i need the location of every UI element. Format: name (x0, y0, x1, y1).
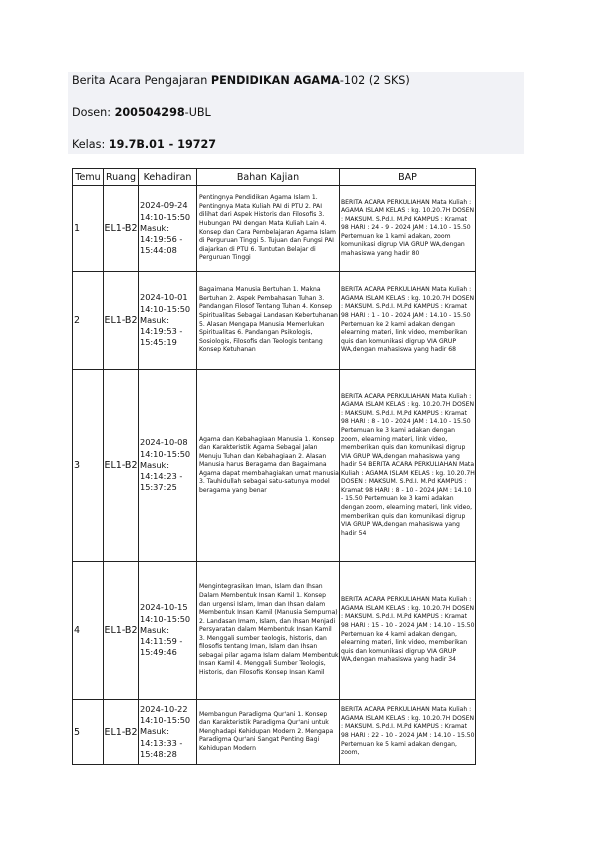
table-row (73, 370, 476, 562)
cell-bahan-kajian: Membangun Paradigma Qur'ani 1. Konsep dan Karakteristik Paradigma Qur'ani untuk Menghadapi Kehidupan Modern 2. Mengapa Paradigma Qur'ani Sangat Penting Bagi Kehidupan Modern (197, 700, 340, 765)
course-title-line (72, 74, 410, 88)
cell-temu: 3 (73, 370, 104, 562)
cell-ruang: EL1-B2 (104, 370, 139, 562)
cell-bahan-kajian: Mengintegrasikan Iman, Islam dan Ihsan Dalam Membentuk Insan Kamil 1. Konsep dan urgensi Islam, Iman dan Ihsan dalam Membentuk Insan Kamil (Manusia Sempurna) 2. Landasan Imam, Islam, dan Ihsan Menjadi Persyaratan dalam Membentuk Insan Kamil 3. Menggali sumber teologis, historis, dan filosofis tentang Iman, Islam dan Ihsan sebagai pilar agama Islam dalam Membentuk Insan Kamil 4. Menggali Sumber Teologis, Historis, dan Filosofis Konsep Insan Kamil (197, 562, 340, 700)
cell-ruang: EL1-B2 (104, 272, 139, 370)
cell-kehadiran: 2024-10-15 14:10-15:50 Masuk: 14:11:59 - 15:49:46 (139, 562, 197, 700)
cell-bap: BERITA ACARA PERKULIAHAN Mata Kuliah : AGAMA ISLAM KELAS : kg. 10.20.7H DOSEN : MAKSUM. S.Pd.I. M.Pd KAMPUS : Kramat 98 HARI : 15 - 10 - 2024 JAM : 14.10 - 15.50 Pertemuan ke 4 kami adakan dengan, elearning materi, link video, memberikan quis dan komunikasi digrup VIA GRUP WA,dengan mahasiswa yang hadir 34 (340, 562, 476, 700)
cell-ruang: EL1-B2 (104, 562, 139, 700)
col-header-temu: Temu (73, 169, 104, 186)
col-header-kehadiran: Kehadiran (139, 169, 197, 186)
kelas-label: Kelas: (72, 138, 109, 151)
course-suffix: -102 (2 SKS) (339, 74, 410, 87)
bap-table (72, 168, 476, 765)
cell-bap: BERITA ACARA PERKULIAHAN Mata Kuliah : AGAMA ISLAM KELAS : kg. 10.20.7H DOSEN : MAKSUM. S.Pd.I. M.Pd KAMPUS : Kramat 98 HARI : 1 - 10 - 2024 JAM : 14.10 - 15.50 Pertemuan ke 2 kami adakan dengan elearning materi, link video, memberikan quis dan komunikasi digrup VIA GRUP WA,dengan mahasiswa yang hadir 68 (340, 272, 476, 370)
dosen-line (72, 106, 211, 120)
cell-kehadiran: 2024-10-08 14:10-15:50 Masuk: 14:14:23 - 15:37:25 (139, 370, 197, 562)
table-row (73, 186, 476, 272)
cell-temu: 1 (73, 186, 104, 272)
cell-ruang: EL1-B2 (104, 186, 139, 272)
cell-bahan-kajian: Pentingnya Pendidikan Agama Islam 1. Pentingnya Mata Kuliah PAI di PTU 2. PAI dilihat dari Aspek Historis dan Filosofis 3. Hubungan PAI dengan Mata Kuliah Lain 4. Konsep dan Cara Pembelajaran Agama Islam di Perguruan Tinggi 5. Tujuan dan Fungsi PAI diajarkan di PTU 6. Tuntutan Belajar di Perguruan Tinggi (197, 186, 340, 272)
cell-ruang: EL1-B2 (104, 700, 139, 765)
cell-bap: BERITA ACARA PERKULIAHAN Mata Kuliah : AGAMA ISLAM KELAS : kg. 10.20.7H DOSEN : MAKSUM. S.Pd.I. M.Pd KAMPUS : Kramat 98 HARI : 24 - 9 - 2024 JAM : 14.10 - 15.50 Pertemuan ke 1 kami adakan, zoom komunikasi digrup VIA GRUP WA,dengan mahasiswa yang hadir 80 (340, 186, 476, 272)
cell-kehadiran: 2024-10-01 14:10-15:50 Masuk: 14:19:53 - 15:45:19 (139, 272, 197, 370)
kelas-value: 19.7B.01 - 19727 (108, 138, 217, 151)
cell-bap: BERITA ACARA PERKULIAHAN Mata Kuliah : AGAMA ISLAM KELAS : kg. 10.20.7H DOSEN : MAKSUM. S.Pd.I. M.Pd KAMPUS : Kramat 98 HARI : 22 - 10 - 2024 JAM : 14.10 - 15.50 Pertemuan ke 5 kami adakan dengan, zoom, (340, 700, 476, 765)
table-row (73, 272, 476, 370)
cell-bap: BERITA ACARA PERKULIAHAN Mata Kuliah : AGAMA ISLAM KELAS : kg. 10.20.7H DOSEN : MAKSUM. S.Pd.I. M.Pd KAMPUS : Kramat 98 HARI : 8 - 10 - 2024 JAM : 14.10 - 15.50 Pertemuan ke 3 kami adakan dengan zoom, elearning materi, link video, memberikan quis dan komunikasi digrup VIA GRUP WA,dengan mahasiswa yang hadir 54 BERITA ACARA PERKULIAHAN Mata Kuliah : AGAMA ISLAM KELAS : kg. 10.20.7H DOSEN : MAKSUM. S.Pd.I. M.Pd KAMPUS : Kramat 98 HARI : 8 - 10 - 2024 JAM : 14.10 - 15.50 Pertemuan ke 3 kami adakan dengan zoom, elearning materi, link video, memberikan quis dan komunikasi digrup VIA GRUP WA,dengan mahasiswa yang hadir 54 (340, 370, 476, 562)
title-prefix: Berita Acara Pengajaran (72, 74, 211, 87)
table-header-row (73, 169, 476, 186)
dosen-label: Dosen: (72, 106, 115, 119)
dosen-suffix: -UBL (184, 106, 211, 119)
table-row (73, 562, 476, 700)
course-name: PENDIDIKAN AGAMA (210, 74, 340, 87)
col-header-bahan-kajian: Bahan Kajian (197, 169, 340, 186)
kelas-line (72, 138, 216, 152)
col-header-bap: BAP (340, 169, 476, 186)
cell-bahan-kajian: Bagaimana Manusia Bertuhan 1. Makna Bertuhan 2. Aspek Pembahasan Tuhan 3. Pandangan Filosof Tentang Tuhan 4. Konsep Spiritualitas Sebagai Landasan Kebertuhanan 5. Alasan Mengapa Manusia Memerlukan Spiritualitas 6. Pandangan Psikologis, Sosiologis, Filosofis dan Teologis tentang Konsep Ketuhanan (197, 272, 340, 370)
col-header-ruang: Ruang (104, 169, 139, 186)
cell-kehadiran: 2024-09-24 14:10-15:50 Masuk: 14:19:56 - 15:44:08 (139, 186, 197, 272)
table-row (73, 700, 476, 765)
dosen-id: 200504298 (114, 106, 185, 119)
cell-temu: 4 (73, 562, 104, 700)
cell-kehadiran: 2024-10-22 14:10-15:50 Masuk: 14:13:33 - 15:48:28 (139, 700, 197, 765)
cell-temu: 2 (73, 272, 104, 370)
cell-bahan-kajian: Agama dan Kebahagiaan Manusia 1. Konsep dan Karakteristik Agama Sebagai Jalan Menuju Tuhan dan Kebahagiaan 2. Alasan Manusia harus Beragama dan Bagaimana Agama dapat membahagiakan umat manusia 3. Tauhidullah sebagai satu-satunya model beragama yang benar (197, 370, 340, 562)
cell-temu: 5 (73, 700, 104, 765)
